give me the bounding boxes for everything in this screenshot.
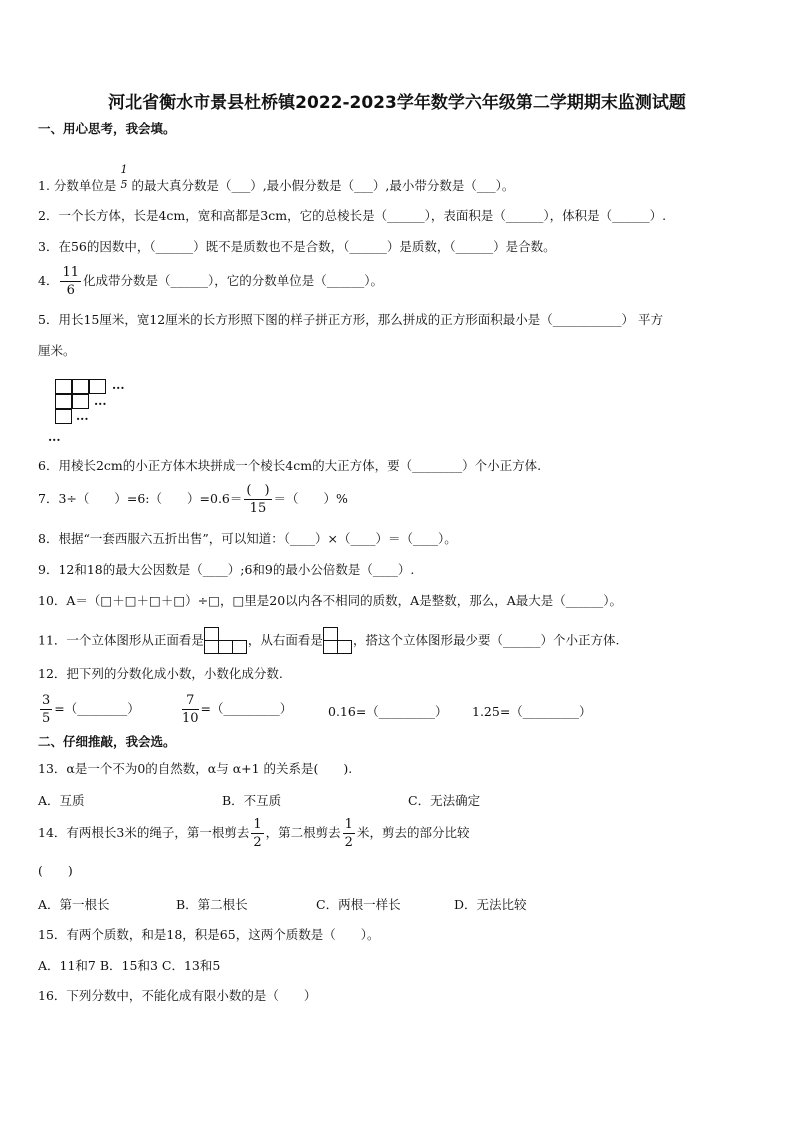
q4-number: 4． — [38, 273, 59, 288]
q12-fraction-2: $\frac{7}{10}$ — [182, 693, 199, 726]
q12-item-3: 0.16=（_________） — [328, 704, 448, 719]
question-15: 15．有两个质数，和是18，积是65，这两个质数是（ ）。 — [38, 927, 380, 942]
q11-middle: ，从右面看是 — [247, 632, 323, 648]
question-14 — [38, 818, 469, 849]
question-2: 2．一个长方体，长是4cm，宽和高都是3cm，它的总棱长是（______），表面积是（______），体积是（______）. — [38, 208, 667, 223]
question-4 — [38, 266, 383, 297]
page-title: 河北省衡水市景县杜桥镇2022-2023学年数学六年级第二学期期末监测试题 — [108, 93, 686, 113]
cube-cell — [232, 640, 247, 654]
question-6: 6．用棱长2cm的小正方体木块拼成一个棱长4cm的大正方体，要（________）个小正方体. — [38, 458, 542, 473]
q12-item-2-text: =（_________） — [200, 701, 293, 716]
q1-number: 1. — [38, 178, 50, 193]
section-2-heading: 二、仔细推敲，我会选。 — [38, 734, 176, 749]
cube-cell — [218, 640, 233, 654]
ellipsis: ... — [112, 378, 125, 392]
q7-suffix: ＝（ ）% — [273, 491, 348, 506]
q14-option-c: C．两根一样长 — [316, 897, 401, 912]
question-10: 10．A＝（□＋□＋□＋□）÷□，□里是20以内各不相同的质数，A是整数，那么，A最大是（______）。 — [38, 593, 622, 608]
q11-suffix: ，搭这个立体图形最少要（______）个小正方体. — [352, 632, 620, 648]
ellipsis: ... — [94, 394, 107, 408]
question-5-line-1: 5．用长15厘米，宽12厘米的长方形照下图的样子拼正方形，那么拼成的正方形面积最小是（___________） 平方 — [38, 312, 663, 327]
q14-prefix: 14．有两根长3米的绳子，第一根剪去 — [38, 825, 250, 840]
q11-prefix: 11．一个立体图形从正面看是 — [38, 632, 204, 648]
q14-option-d: D．无法比较 — [454, 897, 527, 912]
q12-item-1-text: =（________） — [54, 701, 140, 716]
question-11 — [38, 627, 619, 655]
rect-cell — [55, 409, 72, 424]
cube-cell — [204, 627, 219, 641]
q14-middle: ，第二根剪去 — [265, 825, 341, 840]
rect-cell — [72, 379, 89, 394]
ellipsis: ... — [48, 430, 61, 444]
q12-fraction-1: $\frac{3}{5}$ — [42, 693, 51, 726]
front-view-figure — [204, 627, 248, 655]
question-12: 12．把下列的分数化成小数，小数化成分数. — [38, 666, 283, 681]
q13-option-c: C．无法确定 — [408, 793, 481, 808]
q14-option-b: B．第二根长 — [176, 897, 248, 912]
question-13: 13．α是一个不为0的自然数，α与 α+1 的关系是( ). — [38, 761, 353, 776]
cube-cell — [323, 640, 338, 654]
rect-cell — [72, 394, 89, 409]
question-16: 16．下列分数中，不能化成有限小数的是（ ） — [38, 988, 317, 1003]
ellipsis: ... — [76, 409, 89, 423]
q14-fraction-2: $\frac{1}{2}$ — [344, 817, 353, 850]
q1-fraction: 1 5 — [120, 163, 128, 191]
section-1-heading: 一、用心思考，我会填。 — [38, 121, 176, 136]
q14-option-a: A．第一根长 — [38, 897, 110, 912]
q13-option-a: A．互质 — [38, 793, 85, 808]
question-5-line-2: 厘米。 — [38, 343, 76, 358]
q13-option-b: B．不互质 — [222, 793, 282, 808]
q7-fraction: $\frac{( )}{15}$ — [246, 483, 270, 516]
rect-cell — [55, 379, 72, 394]
question-9: 9．12和18的最大公因数是（____）;6和9的最小公倍数是（____）. — [38, 562, 415, 577]
q15-options: A．11和7 B．15和3 C．13和5 — [38, 958, 221, 973]
rect-cell — [89, 379, 106, 394]
question-3: 3．在56的因数中，（______）既不是质数也不是合数，（______）是质数，（______）是合数。 — [38, 239, 556, 254]
right-view-figure — [323, 627, 353, 655]
q14-suffix: 米，剪去的部分比较 — [356, 825, 470, 840]
question-7 — [38, 484, 348, 515]
q12-item-2 — [180, 694, 292, 725]
q1-prefix: 分数单位是 — [53, 178, 117, 193]
q4-fraction: $\frac{11}{6}$ — [62, 265, 79, 298]
q7-prefix: 7．3÷（ ）=6:（ ）=0.6＝ — [38, 491, 243, 506]
q4-text: 化成带分数是（______），它的分数单位是（______）。 — [83, 273, 384, 288]
cube-cell — [204, 640, 219, 654]
q12-item-1 — [38, 694, 140, 725]
rect-cell — [55, 394, 72, 409]
question-8: 8．根据“一套西服六五折出售”，可以知道：（____）×（____）＝（____）。 — [38, 531, 457, 546]
question-1 — [38, 164, 514, 195]
q14-fraction-1: $\frac{1}{2}$ — [253, 817, 262, 850]
cube-cell — [337, 640, 352, 654]
q1-text: 的最大真分数是（___）,最小假分数是（___）,最小带分数是（___）。 — [131, 178, 515, 193]
q12-item-4: 1.25=（_________） — [472, 704, 592, 719]
q14-answer-blank: ( ) — [38, 863, 73, 878]
cube-cell — [323, 627, 338, 641]
